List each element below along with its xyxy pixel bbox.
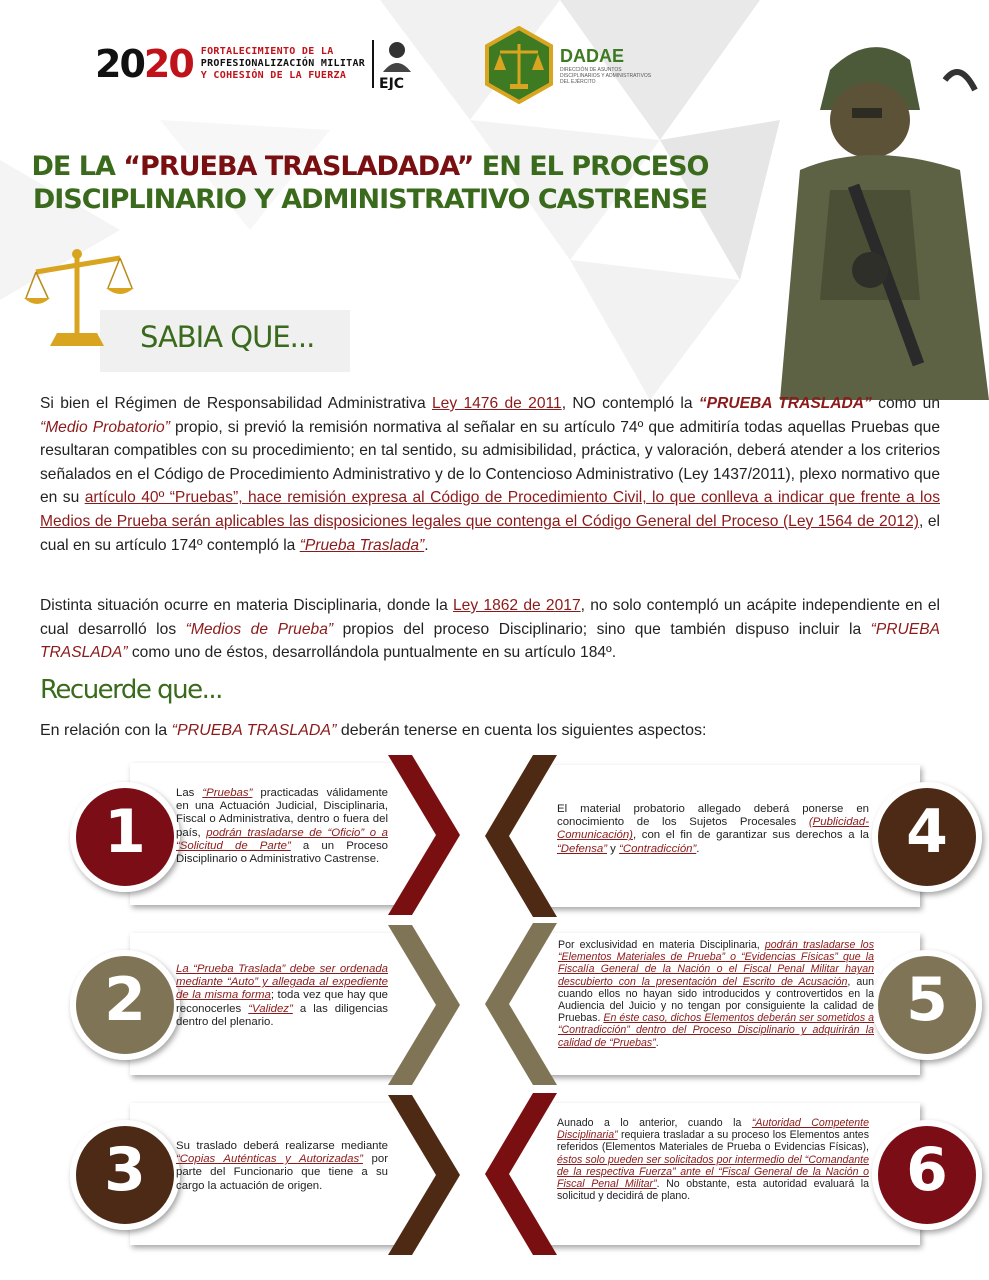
ejc-soldier-icon [371,38,417,90]
articulo-40-link: artículo 40º “Pruebas”, hace remisión expresa al Código de Procedimiento Civil, lo que conlleva a indicar que frente a los Medios de Prueba serán aplicables las disposiciones legales que contenga el Código General del Proceso (Ley 1564 de 2012) [40,489,940,530]
item-5-text: Por exclusividad en materia Disciplinaria, podrán trasladarse los “Elementos Materiales de Prueba” o “Evidencias Físicas” que la Fiscalía General de la Nación o el Fiscal Penal Militar hayan descubierto con la presentación del Escrito de Acusación, aun cuando ellos no hayan sido introducidos y controvertidos en la Audiencia del Juicio y no tengan por consiguiente la calidad de Pruebas. En éste caso, dichos Elementos deberán ser sometidos a “Contradicción” dentro del Proceso Disciplinario y adquirirán la calidad de “Pruebas”. [558,939,875,1049]
item-3-text: Su traslado deberá realizarse mediante “Copias Auténticas y Autorizadas” por parte del Funcionario que tiene a su cargo la actuación de origen. [176,1140,388,1192]
slogan-line-1: FORTALECIMIENTO DE LA [200,46,334,57]
ley-1862-link: Ley 1862 de 2017 [453,597,581,614]
intro-line: En relación con la “PRUEBA TRASLADA” deberán tenerse en cuenta los siguientes aspectos: [40,722,707,739]
soldier-illustration [760,0,989,400]
paragraph-2: Distinta situación ocurre en materia Disciplinaria, donde la Ley 1862 de 2017, no solo contempló un acápite independiente en el cual desarrolló los “Medios de Prueba” propios del proceso Disciplinario; sino que también dispuso incluir la “PRUEBA TRASLADA” como uno de éstos, desarrollándola puntualmente en su artículo 184º. [40,597,940,662]
item-3-number: 3 [104,1135,146,1205]
ley-1476-link: Ley 1476 de 2011 [431,395,562,412]
paragraph-1: Si bien el Régimen de Responsabilidad Administrativa Ley 1476 de 2011, NO contempló la “PRUEBA TRASLADA” como un “Medio Probatorio” propio, si previó la remisión normativa al señalar en su artículo 74º que admitiría todas aquellas Pruebas que resultaran compatibles con su procedimiento; en tal sentido, su admisibilidad, práctica, y valoración, deberá atender a los criterios señalados en el Código de Procedimiento Administrativo y de lo Contencioso Administrativo (Ley 1437/2011), plexo normativo que en su artículo 40º “Pruebas”, hace remisión expresa al Código de Procedimiento Civil, lo que conlleva a indicar que frente a los Medios de Prueba serán aplicables las disposiciones legales que contenga el Código General del Proceso (Ley 1564 de 2012), el cual en su artículo 174º contempló la “Prueba Traslada”. [40,395,941,554]
item-6-number: 6 [906,1135,948,1205]
recuerde-heading: Recuerde que... [40,675,222,705]
scale-icon [22,238,142,358]
slogan-line-3: Y COHESIÓN DE LA FUERZA [200,70,347,81]
item-1-text: Las “Pruebas” practicadas válidamente en una Actuación Judicial, Disciplinaria, Fiscal o Administrativa, dentro o fuera del país, podrán trasladarse de “Oficio” o a “Solicitud de Parte” a un Proceso Disciplinario o Administrativo Castrense. [176,787,389,866]
logo-2020 [95,38,417,90]
slogan-line-2: PROFESIONALIZACIÓN MILITAR [200,58,366,69]
sabia-heading: SABIA QUE... [140,320,315,354]
dadae-subtitle: DIRECCIÓN DE ASUNTOS DISCIPLINARIOS Y ADMINISTRATIVOS DEL EJÉRCITO [560,66,652,85]
svg-text:EJC: EJC [379,76,405,90]
item-4-number: 4 [906,797,948,867]
item-6-text: Aunado a lo anterior, cuando la “Autoridad Competente Disciplinaria” requiera trasladar a su proceso los Elementos antes referidos (Elementos Materiales de Prueba o Evidencias Físicas), éstos solo pueden ser solicitados por intermedio del “Comandante de la respectiva Fuerza” ante el “Fiscal General de la Nación o Fiscal Penal Militar”. No obstante, esta autoridad evaluará la solicitud y decidirá de plano. [557,1117,870,1203]
year-mark: 2020 [95,42,193,86]
item-5-number: 5 [906,965,948,1035]
item-1-number: 1 [104,797,146,867]
item-4-text: El material probatorio allegado deberá ponerse en conocimiento de los Sujetos Procesales (Publicidad-Comunicación), con el fin de garantizar sus derechos a la “Defensa” y “Contradicción”. [557,803,869,855]
item-2-text: La “Prueba Traslada” debe ser ordenada mediante “Auto” y allegada al expediente de la misma forma; toda vez que hay que reconocerles “Validez” a las diligencias dentro del plenario. [176,963,388,1028]
dadae-title: DADAE [560,45,625,66]
page-title: DE LA “PRUEBA TRASLADADA” EN EL PROCESO DISCIPLINARIO Y ADMINISTRATIVO CASTRENSE [31,151,709,215]
dadae-badge-icon [484,26,554,104]
slogan [201,46,365,82]
item-2-number: 2 [104,965,146,1035]
dadae-logo [484,26,656,104]
